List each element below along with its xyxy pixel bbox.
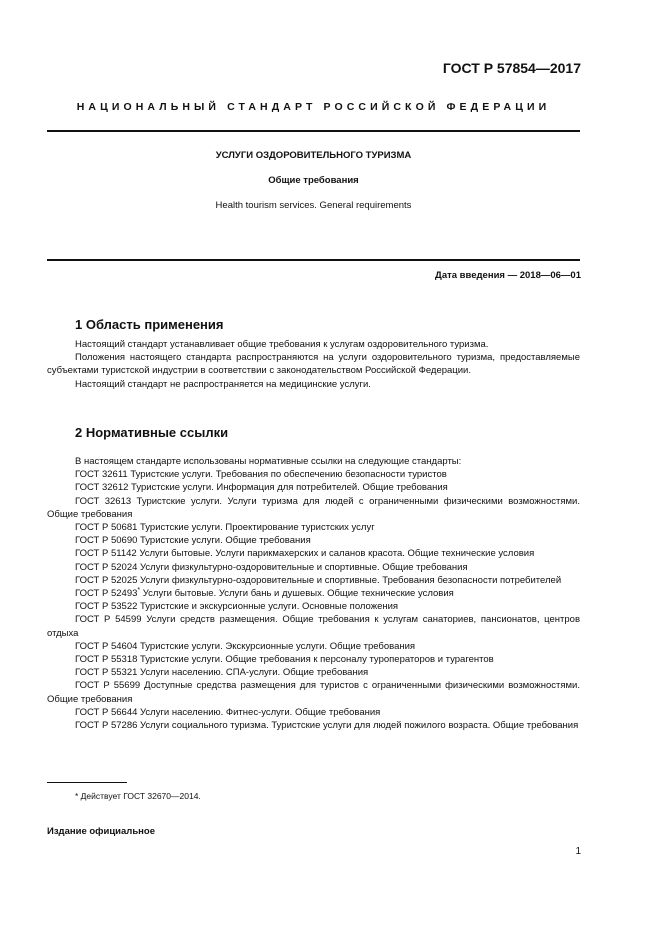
footnote: * Действует ГОСТ 32670—2014. (75, 791, 201, 801)
header-rule (47, 130, 580, 132)
reference-item: ГОСТ Р 54604 Туристские услуги. Экскурсионные услуги. Общие требования (75, 640, 416, 652)
reference-item: ГОСТ Р 56644 Услуги населению. Фитнес-услуги. Общие требования (75, 706, 381, 718)
reference-item: ГОСТ Р 55318 Туристские услуги. Общие требования к персоналу туроператоров и турагентов (75, 654, 494, 666)
reference-item: ГОСТ Р 51142 Услуги бытовые. Услуги парикмахерских и саланов красота. Общие технические условия (75, 548, 535, 560)
scope-section (47, 338, 580, 391)
document-number: ГОСТ Р 57854—2017 (442, 60, 581, 76)
reference-item: ГОСТ 32613 Туристские услуги. Услуги туризма для людей с ограниченными физическими возможностями. Общие требования (47, 495, 580, 520)
reference-item: ГОСТ Р 52024 Услуги физкультурно-оздоровительные и спортивные. Общие требования (75, 561, 468, 573)
references-intro: В настоящем стандарте использованы нормативные ссылки на следующие стандарты: (75, 456, 462, 467)
official-edition-label: Издание официальное (47, 826, 155, 837)
reference-item: ГОСТ Р 50690 Туристские услуги. Общие требования (75, 535, 311, 547)
title-rule (47, 259, 580, 261)
reference-item: ГОСТ Р 57286 Услуги социального туризма. Туристские услуги для людей пожилого возраста. Общие требования (75, 720, 579, 732)
scope-paragraph: Настоящий стандарт не распространяется на медицинские услуги. (75, 378, 371, 390)
footnote-rule (47, 782, 127, 783)
introduction-date: Дата введения — 2018—06—01 (435, 270, 581, 281)
standard-english-title: Health tourism services. General requirements (215, 200, 412, 211)
footnote-marker: * (137, 586, 141, 594)
page-number: 1 (575, 846, 581, 857)
reference-item: ГОСТ Р 55321 Услуги населению. СПА-услуги. Общие требования (75, 667, 369, 679)
reference-title: Услуги бытовые. Услуги бань и душевых. Общие технические условия (140, 588, 454, 600)
section-heading-scope: 1 Область применения (75, 317, 224, 332)
reference-item: ГОСТ Р 53522 Туристские и экскурсионные услуги. Основные положения (75, 601, 399, 613)
reference-item: ГОСТ Р 54599 Услуги средств размещения. Общие требования к услугам санаториев, пансионатов, центров отдыха (47, 614, 580, 639)
scope-paragraph: Настоящий стандарт устанавливает общие требования к услугам оздоровительного туризма. (75, 339, 489, 350)
reference-item: ГОСТ Р 50681 Туристские услуги. Проектирование туристских услуг (75, 522, 375, 534)
reference-item: ГОСТ Р 55699 Доступные средства размещения для туристов с ограниченными физическими возможностями. Общие требования (47, 680, 580, 705)
standard-title: УСЛУГИ ОЗДОРОВИТЕЛЬНОГО ТУРИЗМА (215, 150, 412, 161)
scope-paragraph: Положения настоящего стандарта распространяются на услуги оздоровительного туризма, предоставляемые субъектами туристской индустрии в соответствии с законодательством Российской Федерации. (47, 352, 580, 377)
standard-subtitle: Общие требования (268, 175, 359, 186)
reference-item: ГОСТ Р 52025 Услуги физкультурно-оздоровительные и спортивные. Требования безопасности потребителей (75, 574, 562, 586)
references-list (47, 455, 580, 732)
reference-item: ГОСТ 32611 Туристские услуги. Требования по обеспечению безопасности туристов (75, 469, 447, 481)
national-standard-title: НАЦИОНАЛЬНЫЙ СТАНДАРТ РОССИЙСКОЙ ФЕДЕРАЦИИ (76, 101, 551, 113)
section-heading-references: 2 Нормативные ссылки (75, 425, 229, 440)
reference-item (47, 587, 580, 600)
reference-code: ГОСТ Р 52493 (75, 588, 138, 600)
reference-item: ГОСТ 32612 Туристские услуги. Информация для потребителей. Общие требования (75, 482, 448, 494)
